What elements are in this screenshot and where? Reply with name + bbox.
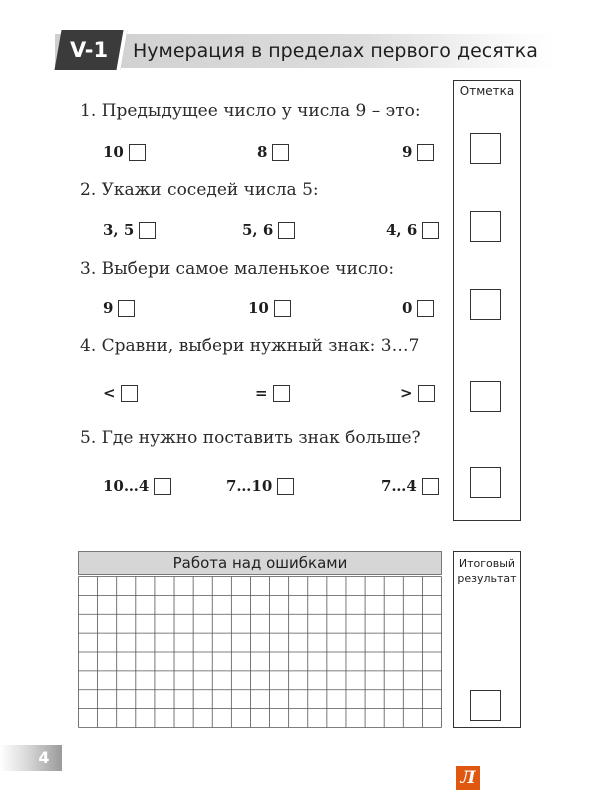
- publisher-logo: Л: [456, 766, 480, 790]
- q5-option-2-checkbox[interactable]: [277, 478, 294, 495]
- q1-option-3-checkbox[interactable]: [417, 144, 434, 161]
- q5-option-2-label: 7…10: [226, 477, 273, 495]
- work-on-mistakes-title: Работа над ошибками: [78, 551, 442, 575]
- q1-option-2[interactable]: [257, 141, 289, 163]
- grade-box-4[interactable]: [470, 381, 501, 412]
- q3-option-2[interactable]: [248, 297, 291, 319]
- q2-option-3[interactable]: [386, 219, 439, 241]
- q4-option-1-checkbox[interactable]: [121, 385, 138, 402]
- q3-option-3-label: 0: [402, 299, 413, 317]
- question-4-text: 4. Сравни, выбери нужный знак: 3…7: [80, 336, 420, 356]
- q1-option-1-checkbox[interactable]: [129, 144, 146, 161]
- q2-option-1-label: 3, 5: [103, 221, 135, 239]
- q2-option-1-checkbox[interactable]: [139, 222, 156, 239]
- q5-option-2[interactable]: [226, 475, 294, 497]
- q2-option-2-checkbox[interactable]: [278, 222, 295, 239]
- work-on-mistakes-grid[interactable]: [78, 576, 442, 728]
- final-result-title: [453, 556, 521, 586]
- q2-option-3-checkbox[interactable]: [422, 222, 439, 239]
- page-title: Нумерация в пределах первого десятка: [133, 40, 538, 62]
- grade-box-2[interactable]: [470, 211, 501, 242]
- grade-box-1[interactable]: [470, 133, 501, 164]
- q4-option-3-label: >: [400, 384, 413, 402]
- variant-badge: [54, 30, 127, 70]
- q5-option-3[interactable]: [381, 475, 439, 497]
- q5-option-3-checkbox[interactable]: [422, 478, 439, 495]
- question-2-text: 2. Укажи соседей числа 5:: [80, 180, 319, 200]
- q1-option-1-label: 10: [103, 143, 124, 161]
- q1-option-3-label: 9: [402, 143, 413, 161]
- q2-option-3-label: 4, 6: [386, 221, 418, 239]
- grade-box-5[interactable]: [470, 467, 501, 498]
- final-result-title-line1: Итоговый: [458, 557, 516, 570]
- q5-option-1[interactable]: [103, 475, 171, 497]
- q3-option-1-label: 9: [103, 299, 114, 317]
- q1-option-1[interactable]: [103, 141, 146, 163]
- q1-option-3[interactable]: [402, 141, 434, 163]
- q4-option-3[interactable]: [400, 382, 435, 404]
- q4-option-3-checkbox[interactable]: [418, 385, 435, 402]
- q3-option-3[interactable]: [402, 297, 434, 319]
- question-5-text: 5. Где нужно поставить знак больше?: [80, 428, 421, 448]
- variant-label: V-1: [69, 38, 109, 62]
- q5-option-1-label: 10…4: [103, 477, 150, 495]
- q3-option-2-label: 10: [248, 299, 269, 317]
- q1-option-2-label: 8: [257, 143, 268, 161]
- q2-option-1[interactable]: [103, 219, 156, 241]
- q4-option-1-label: <: [103, 384, 116, 402]
- question-1-text: 1. Предыдущее число у числа 9 – это:: [80, 101, 421, 121]
- q1-option-2-checkbox[interactable]: [272, 144, 289, 161]
- q4-option-2[interactable]: [255, 382, 290, 404]
- q3-option-3-checkbox[interactable]: [417, 300, 434, 317]
- q2-option-2[interactable]: [242, 219, 295, 241]
- grade-box-3[interactable]: [470, 289, 501, 320]
- q4-option-2-label: =: [255, 384, 268, 402]
- q4-option-2-checkbox[interactable]: [273, 385, 290, 402]
- question-3-text: 3. Выбери самое маленькое число:: [80, 259, 395, 279]
- q2-option-2-label: 5, 6: [242, 221, 274, 239]
- q3-option-2-checkbox[interactable]: [274, 300, 291, 317]
- final-result-box[interactable]: [470, 690, 501, 721]
- q5-option-3-label: 7…4: [381, 477, 417, 495]
- page-number: 4: [38, 748, 50, 767]
- q3-option-1[interactable]: [103, 297, 135, 319]
- q5-option-1-checkbox[interactable]: [154, 478, 171, 495]
- q4-option-1[interactable]: [103, 382, 138, 404]
- grade-column-title: Отметка: [459, 84, 515, 98]
- final-result-title-line2: результат: [457, 572, 517, 585]
- q3-option-1-checkbox[interactable]: [118, 300, 135, 317]
